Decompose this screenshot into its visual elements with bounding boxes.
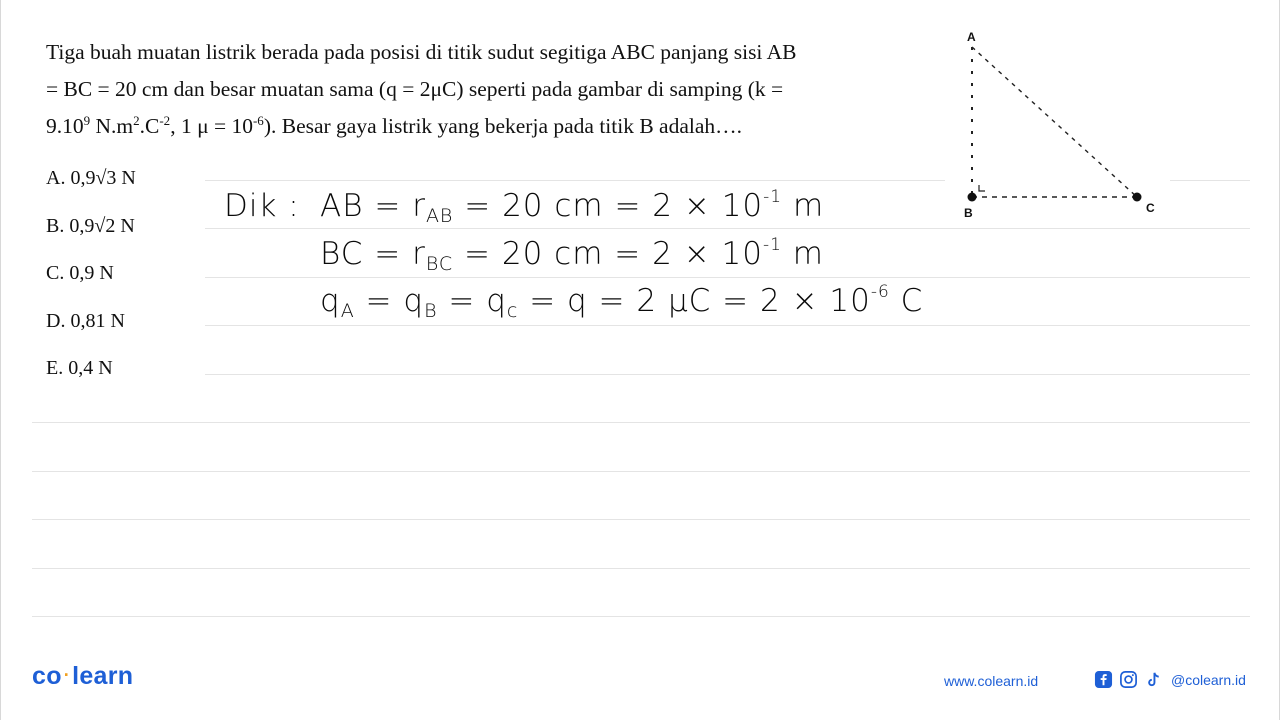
website-url[interactable]: www.colearn.id — [944, 673, 1039, 689]
right-angle-mark — [979, 185, 985, 191]
label-c: C — [1146, 201, 1155, 215]
hw-row-2: BC = $r_{BC} = 20$ cm = $2 \times 10^{-1}$ m — [320, 235, 824, 275]
tiktok-icon[interactable] — [1144, 670, 1163, 689]
option-e: E. 0,4 N — [46, 357, 113, 379]
point-b — [968, 193, 977, 202]
left-border — [0, 0, 1, 720]
option-a: A. 0,9√3 N — [46, 167, 136, 189]
option-b: B. 0,9√2 N — [46, 214, 135, 237]
option-d: D. 0,81 N — [46, 309, 125, 332]
question-line-2: = BC = 20 cm dan besar muatan sama (q = 2μC) seperti pada gambar di samping (k = — [46, 77, 784, 101]
option-c: C. 0,9 N — [46, 262, 114, 284]
hw-row-3: $q_A = q_B = q_c = q = 2$ $\mu C = 2 \times 10^{-6}$ C — [320, 282, 924, 322]
answer-options — [46, 160, 136, 398]
side-ac — [972, 47, 1137, 197]
hw-row-1: AB = $r_{AB} = 20$ cm = $2 \times 10^{-1}$ m — [320, 187, 825, 227]
colearn-logo: co ·learn — [32, 662, 134, 690]
question-line-1: Tiga buah muatan listrik berada pada posisi di titik sudut segitiga ABC panjang sisi AB — [46, 40, 797, 64]
instagram-icon[interactable] — [1119, 670, 1138, 689]
label-b: B — [964, 206, 973, 220]
triangle-diagram — [950, 25, 1180, 225]
label-a: A — [967, 30, 976, 44]
question-line-3: 9.10$^9$ $N.m^2.C^{-2}$, 1 $\mu = 10^{-6}$). Besar gaya listrik yang bekerja pada titik B adalah…. — [46, 113, 743, 138]
social-handle[interactable]: @colearn.id — [1171, 671, 1246, 688]
question-text — [46, 34, 926, 145]
facebook-icon[interactable] — [1094, 670, 1113, 689]
social-links — [1094, 670, 1246, 689]
point-c — [1133, 193, 1142, 202]
hw-dik: Dik : — [224, 188, 300, 224]
